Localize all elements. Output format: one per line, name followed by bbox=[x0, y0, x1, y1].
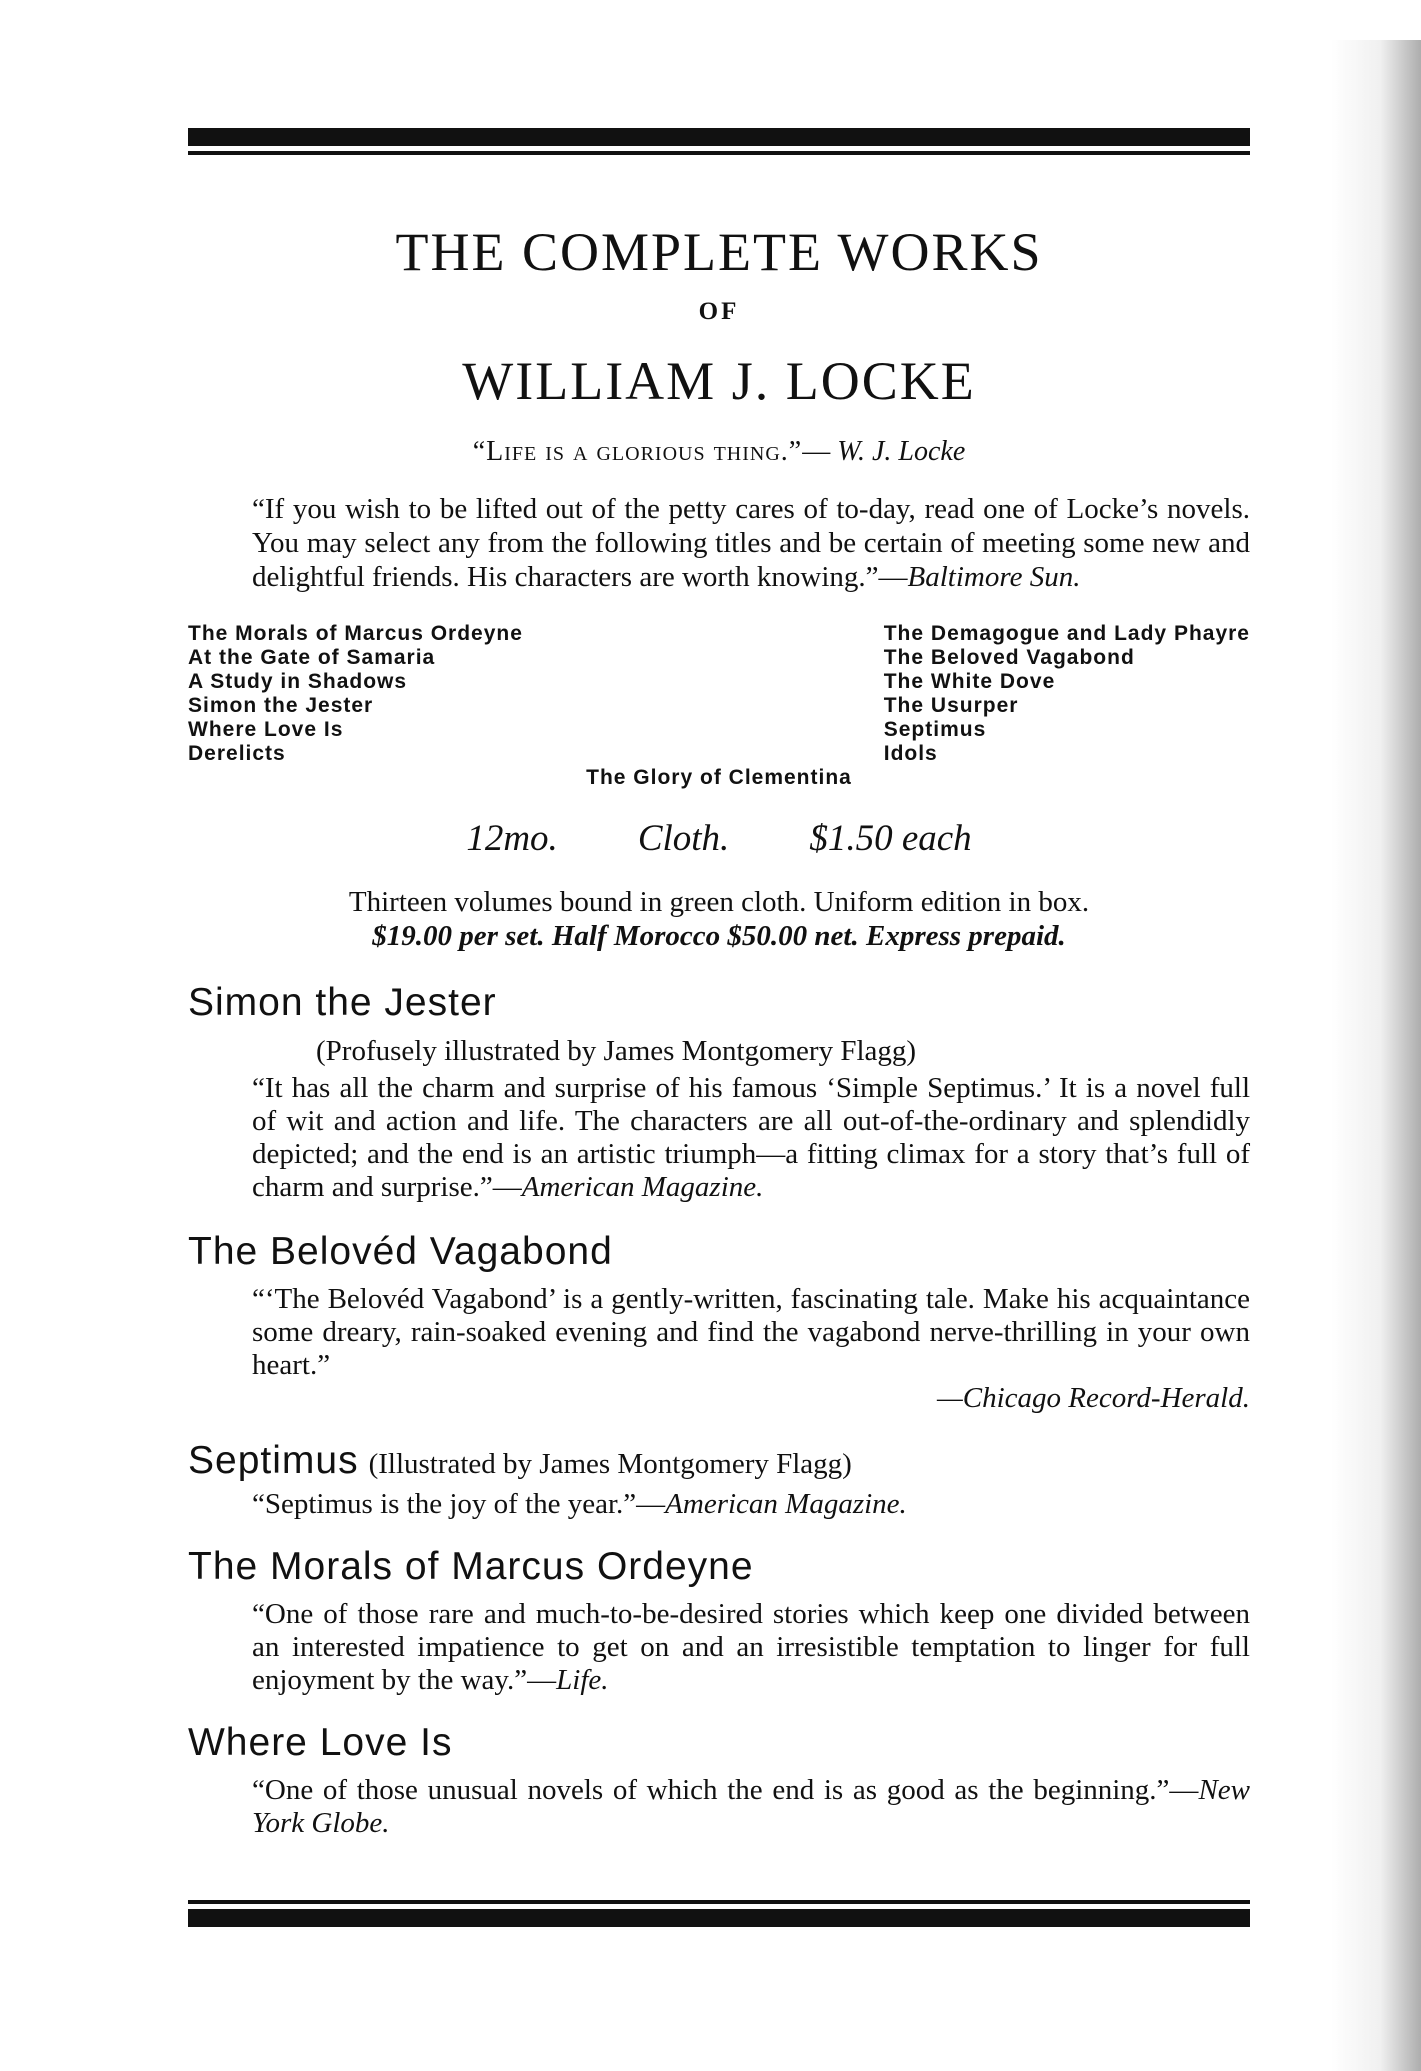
review-source: Life. bbox=[556, 1664, 609, 1696]
edition-line: Thirteen volumes bound in green cloth. Uniform edition in box. bbox=[348, 886, 1090, 918]
titles-right-column bbox=[884, 622, 1250, 766]
review-text: “One of those rare and much-to-be-desired stories which keep one divided between an interested impatience to get on and an irresistible temptation to linger for full enjoyment by the way.”— bbox=[252, 1598, 1250, 1696]
section-title: The Belovéd Vagabond bbox=[188, 1230, 613, 1273]
price-line bbox=[188, 820, 1250, 857]
list-item: At the Gate of Samaria bbox=[188, 646, 436, 669]
list-item: The White Dove bbox=[883, 670, 1056, 693]
review-quote bbox=[252, 1072, 1250, 1204]
review-source: American Magazine. bbox=[521, 1171, 764, 1203]
review-quote bbox=[252, 1283, 1250, 1382]
review-text: “‘The Belovéd Vagabond’ is a gently-written, fascinating tale. Make his acquaintance some dreary, rain-soaked evening and find the vagabond nerve-thrilling in your own heart.” bbox=[252, 1283, 1250, 1381]
review-quote bbox=[252, 1774, 1250, 1840]
title-of: OF bbox=[698, 298, 740, 325]
list-item: Septimus bbox=[883, 718, 987, 741]
section-septimus bbox=[188, 1441, 1250, 1521]
list-item: The Demagogue and Lady Phayre bbox=[883, 622, 1250, 645]
list-item: Derelicts bbox=[188, 742, 286, 765]
list-item: The Morals of Marcus Ordeyne bbox=[188, 622, 523, 645]
review-source: American Magazine. bbox=[665, 1488, 907, 1520]
bottom-rule bbox=[188, 1900, 1250, 1927]
titles-left-column bbox=[188, 622, 523, 766]
list-item: Idols bbox=[883, 742, 938, 765]
section-simon bbox=[188, 983, 1250, 1204]
section-title: The Morals of Marcus Ordeyne bbox=[188, 1545, 754, 1588]
advertisement-page bbox=[188, 128, 1250, 1927]
section-morals bbox=[188, 1547, 1250, 1697]
list-item: The Usurper bbox=[883, 694, 1019, 717]
titles-list bbox=[188, 622, 1250, 766]
price-binding: Cloth. bbox=[637, 818, 730, 859]
page-edge-shadow bbox=[1331, 40, 1421, 2071]
list-item: Simon the Jester bbox=[188, 694, 374, 717]
section-title: Simon the Jester bbox=[188, 981, 497, 1024]
review-text: “It has all the charm and surprise of his famous ‘Simple Septimus.’ It is a novel full of wit and action and life. The characters are all out-of-the-ordinary and splendidly depicted; and the end is an artistic triumph—a fitting climax for a story that’s full of charm and surprise.”— bbox=[252, 1072, 1250, 1203]
section-vagabond bbox=[188, 1232, 1250, 1415]
price-format: 12mo. bbox=[466, 818, 558, 859]
review-source: —Chicago Record-Herald. bbox=[936, 1382, 1250, 1414]
review-text: “One of those unusual novels of which the end is as good as the beginning.”— bbox=[252, 1774, 1199, 1806]
intro-quote bbox=[252, 492, 1250, 594]
review-quote bbox=[252, 1598, 1250, 1697]
motto bbox=[188, 438, 1250, 466]
section-where-love-is bbox=[188, 1723, 1250, 1840]
list-item: The Beloved Vagabond bbox=[883, 646, 1135, 669]
motto-text: “Life is a glorious thing.”— bbox=[472, 436, 832, 467]
review-quote bbox=[252, 1488, 1250, 1521]
section-title-row bbox=[188, 1441, 1250, 1480]
list-item-centered: The Glory of Clementina bbox=[586, 766, 852, 789]
motto-attribution: W. J. Locke bbox=[837, 436, 966, 467]
intro-text: “If you wish to be lifted out of the petty cares of to-day, read one of Locke’s novels. You may select any from the following titles and be certain of meeting some new and delightful friends. His characters are worth knowing.”— bbox=[252, 493, 1250, 593]
section-subtitle: (Profusely illustrated by James Montgomery Flagg) bbox=[316, 1035, 917, 1067]
edition-prices: $19.00 per set. Half Morocco $50.00 net. Express prepaid. bbox=[372, 920, 1066, 952]
intro-source: Baltimore Sun. bbox=[907, 561, 1081, 593]
author-name: WILLIAM J. LOCKE bbox=[462, 351, 976, 411]
price-cost: $1.50 each bbox=[809, 818, 972, 859]
page-title: THE COMPLETE WORKS bbox=[395, 222, 1043, 282]
top-rule bbox=[188, 128, 1250, 155]
list-item: Where Love Is bbox=[188, 718, 344, 741]
section-title: Where Love Is bbox=[188, 1721, 453, 1764]
section-subtitle: (Illustrated by James Montgomery Flagg) bbox=[368, 1448, 852, 1480]
review-source: New York Globe. bbox=[252, 1774, 1250, 1839]
review-text: “Septimus is the joy of the year.”— bbox=[252, 1488, 666, 1520]
section-title: Septimus bbox=[188, 1439, 359, 1482]
list-item: A Study in Shadows bbox=[188, 670, 408, 693]
